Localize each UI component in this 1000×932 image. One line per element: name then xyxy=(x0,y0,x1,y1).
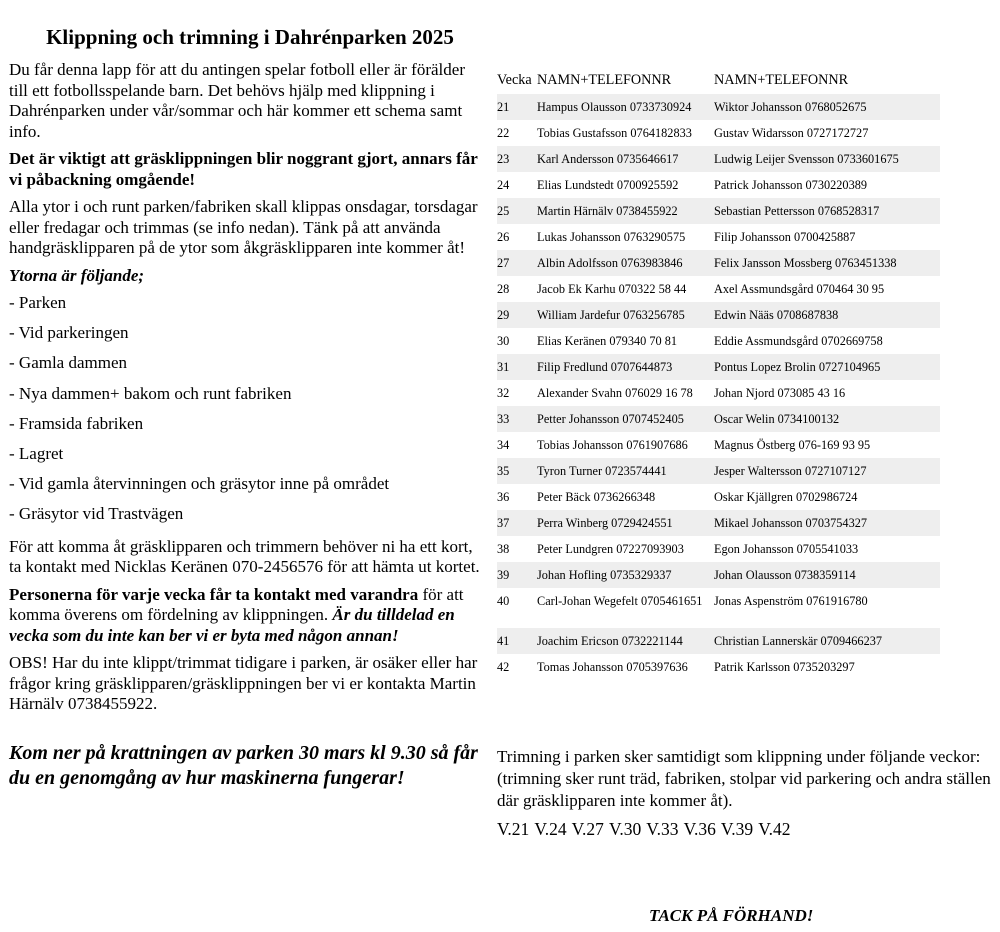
person-1-cell: Hampus Olausson 0733730924 xyxy=(537,94,714,120)
person-1-cell: Elias Keränen 079340 70 81 xyxy=(537,333,678,348)
contact-bold-text: Personerna för varje vecka får ta kontakt med varandra xyxy=(9,584,419,604)
schedule-row xyxy=(497,276,940,302)
area-item: - Framsida fabriken xyxy=(9,413,144,433)
schedule-row xyxy=(497,432,940,458)
areas-heading: Ytorna är följande; xyxy=(9,265,145,285)
callout-paragraph: Kom ner på krattningen av parken 30 mars kl 9.30 så får du en genomgång av hur maskinerna fungerar! xyxy=(9,741,478,789)
person-2-cell: Oskar Kjällgren 0702986724 xyxy=(714,489,858,504)
week-cell: 30 xyxy=(497,333,510,348)
schedule-row xyxy=(497,146,940,172)
person-1-cell: Johan Hofling 0735329337 xyxy=(537,562,714,588)
area-item: - Vid gamla återvinningen och gräsytor inne på området xyxy=(9,474,390,494)
person-1-cell: Martin Härnälv 0738455922 xyxy=(537,198,714,224)
contact-paragraph xyxy=(9,585,483,647)
schedule-row xyxy=(497,536,940,562)
person-1-cell: Tomas Johansson 0705397636 xyxy=(537,659,688,674)
schedule-row xyxy=(497,94,940,120)
person-1-cell: Jacob Ek Karhu 070322 58 44 xyxy=(537,281,687,296)
week-cell: 31 xyxy=(497,354,537,380)
week-cell: 40 xyxy=(497,593,510,608)
person-2-cell: Magnus Östberg 076-169 93 95 xyxy=(714,437,871,452)
area-item: - Parken xyxy=(9,293,67,312)
schedule-row xyxy=(497,654,940,680)
schedule-row xyxy=(497,562,940,588)
person-1-cell: Filip Fredlund 0707644873 xyxy=(537,354,714,380)
schedule-row xyxy=(497,628,940,654)
person-2-cell: Gustav Widarsson 0727172727 xyxy=(714,125,869,140)
week-cell: 35 xyxy=(497,458,537,484)
person-2-cell: Sebastian Pettersson 0768528317 xyxy=(714,198,940,224)
schedule-body xyxy=(497,94,940,680)
person-1-cell: Elias Lundstedt 0700925592 xyxy=(537,177,679,192)
week-cell: 26 xyxy=(497,229,510,244)
person-2-cell: Patrik Karlsson 0735203297 xyxy=(714,659,855,674)
trimming-weeks: V.21 V.24 V.27 V.30 V.33 V.36 V.39 V.42 xyxy=(497,819,791,839)
person-1-cell: Tyron Turner 0723574441 xyxy=(537,458,714,484)
contact-text: för att komma överens om fördelning av klippningen. xyxy=(9,584,464,624)
week-cell: 25 xyxy=(497,198,537,224)
schedule-row xyxy=(497,250,940,276)
person-1-cell: Joachim Ericson 0732221144 xyxy=(537,628,714,654)
schedule-row xyxy=(497,380,940,406)
contact-swap-text: Är du tilldelad en vecka som du inte kan ber vi er byta med någon annan! xyxy=(9,605,455,645)
week-cell: 34 xyxy=(497,437,510,452)
person-2-cell: Filip Johansson 0700425887 xyxy=(714,229,856,244)
person-2-cell: Edwin Nääs 0708687838 xyxy=(714,302,940,328)
week-cell: 41 xyxy=(497,628,537,654)
person-2-cell: Pontus Lopez Brolin 0727104965 xyxy=(714,354,940,380)
schedule-row xyxy=(497,120,940,146)
person-2-cell: Jonas Aspenström 0761916780 xyxy=(714,593,868,608)
schedule-row xyxy=(497,224,940,250)
person-1-cell: Alexander Svahn 076029 16 78 xyxy=(537,385,693,400)
person-2-cell: Axel Assmundsgård 070464 30 95 xyxy=(714,281,885,296)
person-2-cell: Johan Njord 073085 43 16 xyxy=(714,385,846,400)
intro-paragraph: Du får denna lapp för att du antingen spelar fotboll eller är förälder till ett fotbollsspelande barn. Det behövs hjälp med klippning i Dahrénparken under vår/sommar och här kommer ett schema samt info. xyxy=(9,60,465,141)
person-1-cell: Peter Lundgren 07227093903 xyxy=(537,541,684,556)
header-week: Vecka xyxy=(497,71,532,88)
person-1-cell: Tobias Johansson 0761907686 xyxy=(537,437,688,452)
schedule-row xyxy=(497,458,940,484)
schedule-header-row xyxy=(497,66,940,94)
person-2-cell: Eddie Assmundsgård 0702669758 xyxy=(714,333,883,348)
week-cell: 42 xyxy=(497,659,510,674)
week-cell: 22 xyxy=(497,125,510,140)
schedule-row xyxy=(497,302,940,328)
week-cell: 37 xyxy=(497,510,537,536)
week-cell: 21 xyxy=(497,94,537,120)
week-cell: 32 xyxy=(497,385,510,400)
person-1-cell: Petter Johansson 0707452405 xyxy=(537,406,714,432)
header-person-2: NAMN+TELEFONNR xyxy=(714,71,849,88)
person-1-cell: Peter Bäck 0736266348 xyxy=(537,489,656,504)
week-cell: 33 xyxy=(497,406,537,432)
person-2-cell: Ludwig Leijer Svensson 0733601675 xyxy=(714,146,940,172)
person-1-cell: Karl Andersson 0735646617 xyxy=(537,146,714,172)
area-item: - Gräsytor vid Trastvägen xyxy=(9,504,184,524)
person-1-cell: Lukas Johansson 0763290575 xyxy=(537,229,686,244)
schedule-row xyxy=(497,328,940,354)
person-1-cell: Tobias Gustafsson 0764182833 xyxy=(537,125,692,140)
area-item: - Nya dammen+ bakom och runt fabriken xyxy=(9,383,292,403)
schedule-row xyxy=(497,172,940,198)
person-2-cell: Patrick Johansson 0730220389 xyxy=(714,177,868,192)
schedule-row xyxy=(497,484,940,510)
person-2-cell: Christian Lannerskär 0709466237 xyxy=(714,628,940,654)
schedule-column xyxy=(497,66,987,680)
trimming-section xyxy=(497,746,992,840)
person-2-cell: Mikael Johansson 0703754327 xyxy=(714,510,940,536)
header-person-1: NAMN+TELEFONNR xyxy=(537,71,672,88)
week-cell: 23 xyxy=(497,146,537,172)
access-info-paragraph: För att komma åt gräsklipparen och trimmern behöver ni ha ett kort, ta kontakt med Nicklas Keränen 070-2456576 för att hämta ut kortet. xyxy=(9,536,480,576)
person-2-cell: Johan Olausson 0738359114 xyxy=(714,562,940,588)
person-1-cell: William Jardefur 0763256785 xyxy=(537,302,714,328)
areas-list xyxy=(9,293,483,535)
person-2-cell: Egon Johansson 0705541033 xyxy=(714,541,859,556)
week-cell: 28 xyxy=(497,281,510,296)
person-2-cell: Felix Jansson Mossberg 0763451338 xyxy=(714,250,940,276)
person-2-cell: Jesper Waltersson 0727107127 xyxy=(714,458,940,484)
schedule-spacer-row xyxy=(497,614,940,628)
instructions-column xyxy=(9,24,483,798)
person-1-cell: Carl-Johan Wegefelt 0705461651 xyxy=(537,593,703,608)
area-item: - Vid parkeringen xyxy=(9,323,129,343)
schedule-row xyxy=(497,406,940,432)
schedule-row xyxy=(497,510,940,536)
week-cell: 27 xyxy=(497,250,537,276)
person-2-cell: Oscar Welin 0734100132 xyxy=(714,406,940,432)
warning-paragraph: Det är viktigt att gräsklippningen blir noggrant gjort, annars får vi påbackning omgående! xyxy=(9,149,478,189)
thanks-note: TACK PÅ FÖRHAND! xyxy=(649,906,814,925)
week-cell: 29 xyxy=(497,302,537,328)
week-cell: 24 xyxy=(497,177,510,192)
week-cell: 38 xyxy=(497,541,510,556)
week-cell: 39 xyxy=(497,562,537,588)
areas-intro-paragraph: Alla ytor i och runt parken/fabriken skall klippas onsdagar, torsdagar eller fredagar och trimmas (se info nedan). Tänk på att använda handgräsklipparen på de ytor som åkgräsklipparen inte kommer åt! xyxy=(9,197,478,257)
area-item: - Lagret xyxy=(9,443,64,463)
person-1-cell: Albin Adolfsson 0763983846 xyxy=(537,250,714,276)
schedule-row xyxy=(497,588,940,614)
schedule-table xyxy=(497,66,940,680)
page-title: Klippning och trimning i Dahrénparken 2025 xyxy=(46,25,454,49)
schedule-row xyxy=(497,198,940,224)
obs-paragraph: OBS! Har du inte klippt/trimmat tidigare i parken, är osäker eller har frågor kring gräsklipparen/gräsklippningen ber vi er kontakta Martin Härnälv 0738455922. xyxy=(9,653,478,713)
person-2-cell: Wiktor Johansson 0768052675 xyxy=(714,94,940,120)
area-item: - Gamla dammen xyxy=(9,353,128,373)
person-1-cell: Perra Winberg 0729424551 xyxy=(537,510,714,536)
schedule-row xyxy=(497,354,940,380)
week-cell: 36 xyxy=(497,489,510,504)
trimming-info-paragraph: Trimning i parken sker samtidigt som klippning under följande veckor: (trimning sker runt träd, fabriken, stolpar vid parkering och andra ställen där gräsklipparen inte kommer åt). xyxy=(497,747,991,810)
